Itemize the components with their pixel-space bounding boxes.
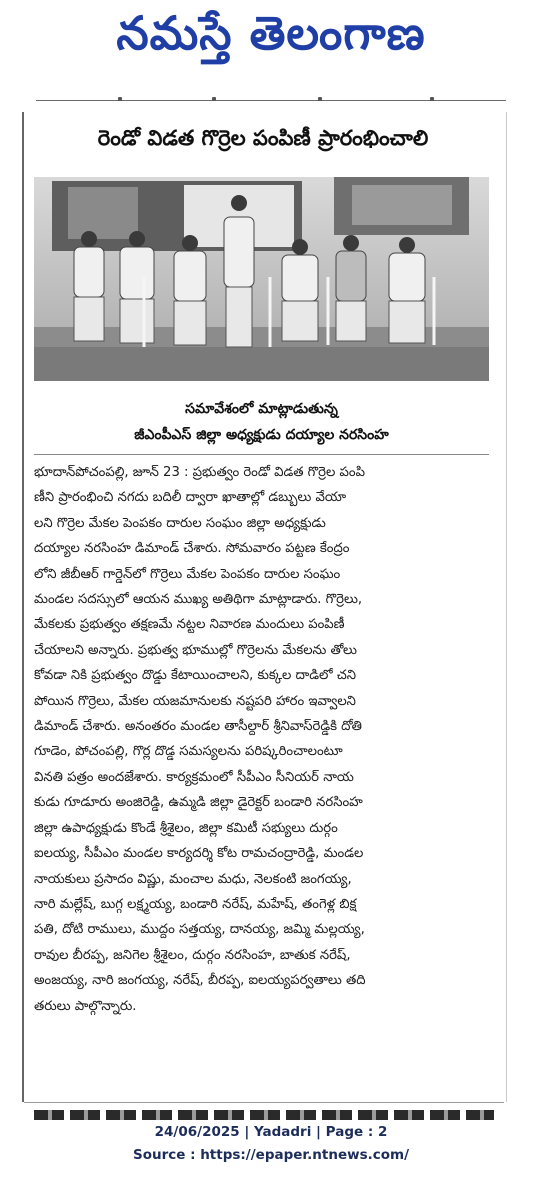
body-line: పోయిన గొర్రెలు, మేకల యజమానులకు నష్టపరి హారం ఇవ్వాలని — [34, 693, 356, 709]
body-line: తరులు పాల్గొన్నారు. — [34, 998, 137, 1014]
body-line: లోని జీబీఆర్ గార్డెన్‌లో గొర్రెలు మేకల పెంపకం దారుల సంఘం — [34, 566, 341, 582]
body-line: పతి, దోటి రాములు, ముద్దం సత్తయ్య, దానయ్య, జమ్మి మల్లయ్య, — [34, 922, 365, 938]
body-line: లని గొర్రెల మేకల పెంపకం దారుల సంఘం జిల్లా అధ్యక్షుడు — [34, 515, 326, 531]
body-line: మేకలకు ప్రభుత్వం తక్షణమే నట్టల నివారణ మందులు పంపిణీ — [34, 617, 345, 633]
caption-line: సమావేశంలో మాట్లాడుతున్న — [185, 401, 338, 417]
masthead-divider — [36, 100, 506, 101]
article-bottom-divider — [24, 1102, 504, 1103]
photo-caption — [34, 396, 489, 448]
body-line: ఐలయ్య, సీపీఎం మండల కార్యదర్శి కోట రామచంద్రారెడ్డి, మండల — [34, 846, 364, 862]
body-line: నాయకులు ప్రసాదం విష్ణు, మంచాల మధు, నెలకంటి జంగయ్య, — [34, 871, 352, 887]
newspaper-title: నమస్తే తెలంగాణ — [116, 6, 426, 60]
source-link[interactable]: Source : https://epaper.ntnews.com/ — [132, 1147, 410, 1163]
body-line: గూడెం, పోచంపల్లి, గొర్ల దొడ్డ సమస్యలను పరిష్కరించాలంటూ — [34, 744, 343, 760]
body-line: డిమాండ్ చేశారు. అనంతరం మండల తాసీల్దార్ శ్రీనివాస్‌రెడ్డికి దోతి — [34, 719, 362, 735]
body-line: నారి మల్లేష్, బుగ్గ లక్ష్మయ్య, బండారి నరేష్, మహేష్, తంగెళ్ల బిక్ష — [34, 896, 357, 912]
edition-info: 24/06/2025 | Yadadri | Page : 2 — [154, 1124, 388, 1140]
article-photo — [34, 177, 489, 381]
body-line: వినతి పత్రం అందజేశారు. కార్యక్రమంలో సీపీఎం సీనియర్ నాయ — [34, 769, 354, 785]
page-footer — [0, 1121, 542, 1167]
article-headline: రెండో విడత గొర్రెల పంపిణీ ప్రారంభించాలి — [97, 126, 429, 150]
body-line: భూదాన్‌పోచంపల్లి, జూన్ 23 : ప్రభుత్వం రెండో విడత గొర్రెల పంపి — [34, 465, 365, 480]
body-line: మండల సదస్సులో ఆయన ముఖ్య అతిథిగా మాట్లాడారు. గొర్రెలు, — [34, 592, 363, 608]
body-line: చేయాలని అన్నారు. ప్రభుత్వ భూముల్లో గొర్రెలను మేకలను తోలు — [34, 642, 357, 658]
body-line: కుడు గూడూరు అంజిరెడ్డి, ఉమ్మడి జిల్లా డైరెక్టర్ బండారి నరసింహ — [34, 795, 363, 811]
body-line: జిల్లా ఉపాధ్యక్షుడు కొండే శ్రీశైలం, జిల్లా కమిటీ సభ్యులు దుర్గం — [34, 820, 338, 836]
article-body — [34, 460, 489, 1019]
caption-divider — [34, 454, 489, 455]
caption-line: జీఎంపీఎస్ జిల్లా అధ్యక్షుడు దయ్యాల నరసింహ — [134, 427, 389, 443]
body-line: ణీని ప్రారంభించి నగదు బదిలీ ద్వారా ఖాతాల్లో డబ్బులు వేయా — [34, 490, 347, 506]
meeting-photo-illustration — [34, 177, 489, 381]
body-line: అంజయ్య, నారి జంగయ్య, నరేష్, బీరప్ప, ఐలయ్యపర్వతాలు తది — [34, 973, 366, 989]
body-line: దయ్యాల నరసింహ డిమాండ్ చేశారు. సోమవారం పట్టణ కేంద్రం — [34, 541, 350, 557]
body-line: రావుల బీరప్ప, జనిగెల శ్రీశైలం, దుర్గం నరసింహ, బాతుక నరేష్, — [34, 947, 351, 963]
masthead — [0, 0, 542, 78]
body-line: కోవడా నికి ప్రభుత్వం దొడ్డు కేటాయించాలని, కుక్కల దాడిలో చని — [34, 668, 357, 684]
